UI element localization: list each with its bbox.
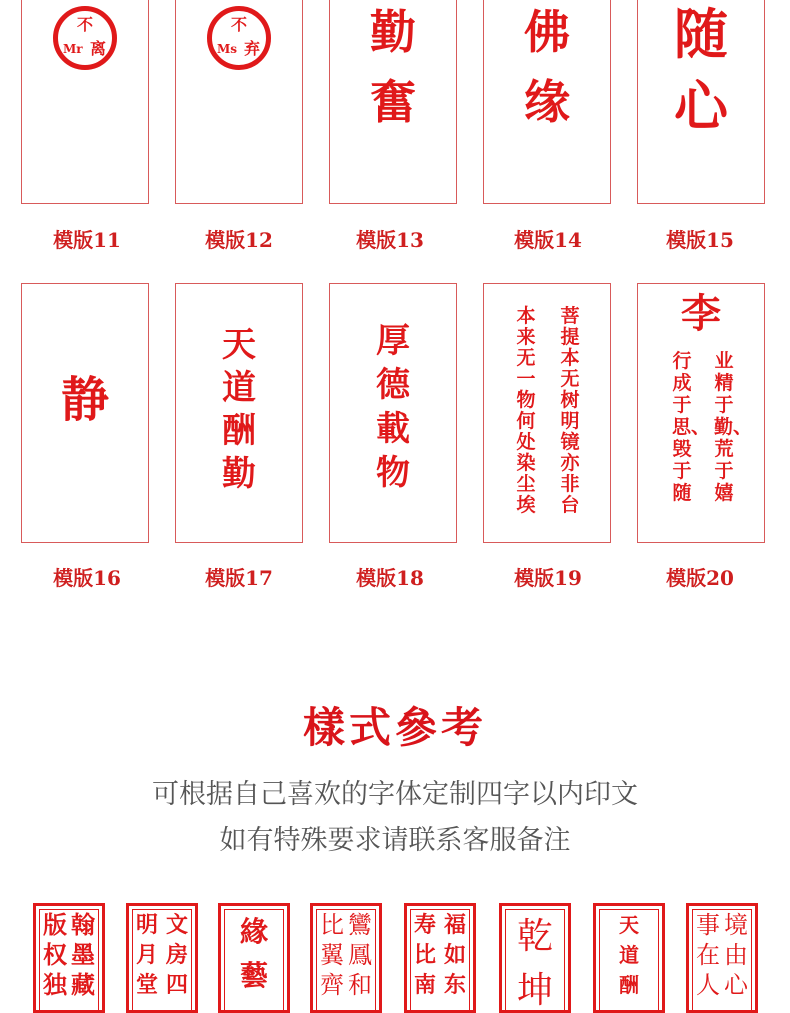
poem-column-left (670, 350, 711, 504)
seal-column: 翰墨藏 (71, 910, 95, 999)
template-card-17[interactable] (175, 283, 303, 543)
template-caption: 模版19 (514, 566, 582, 590)
section-title: 樣式參考 (302, 703, 487, 752)
poem-text: 行成于思、毁于随 (672, 350, 711, 504)
template-card-15[interactable] (637, 0, 765, 204)
template-card-18[interactable] (329, 283, 457, 543)
template-char: 載 (376, 409, 410, 449)
seal-column: 版权独 (43, 910, 67, 999)
template-card-13[interactable] (329, 0, 457, 204)
seal-column: 境由心 (724, 911, 748, 999)
section-description-line1: 可根据自己喜欢的字体定制四字以内印文 (152, 779, 638, 810)
reference-seal[interactable] (593, 903, 665, 1013)
template-char: 厚 (376, 321, 410, 361)
template-char: 随 (674, 2, 728, 66)
seal-en-text: Ms (217, 42, 238, 56)
template-char: 天 (222, 325, 256, 365)
poem-head-char: 李 (681, 290, 721, 337)
reference-seal[interactable] (218, 903, 290, 1013)
template-char: 道 (222, 368, 256, 408)
template-caption: 模版20 (666, 566, 734, 590)
seal-top-char: 不 (230, 15, 247, 34)
seal-top-char: 不 (76, 15, 93, 34)
seal-column: 緣藝 (239, 915, 268, 992)
template-caption: 模版12 (205, 228, 273, 252)
seal-en-text: Mr (63, 42, 83, 56)
reference-seal[interactable] (310, 903, 382, 1013)
seal-right-char: 离 (89, 39, 106, 58)
template-text (638, 2, 764, 138)
seal-column: 天道酬 (619, 913, 639, 997)
template-char: 物 (376, 453, 410, 493)
poem-text: 本来无一物何处染尘埃 (516, 305, 536, 516)
seal-mark (53, 6, 117, 70)
poem-text: 菩提本无树明镜亦非台 (560, 305, 580, 516)
seal-column: 乾坤 (516, 916, 553, 1011)
poem-column-right (558, 306, 582, 516)
template-caption: 模版16 (53, 566, 121, 590)
seal-column: 比翼齊 (320, 911, 344, 999)
seal-column: 福如东 (443, 912, 466, 998)
seal-column: 鸞鳳和 (348, 911, 372, 999)
reference-seal[interactable] (33, 903, 105, 1013)
template-text (484, 5, 610, 129)
template-char: 静 (60, 372, 109, 428)
template-char: 奮 (370, 75, 416, 129)
section-description-line2: 如有特殊要求请联系客服备注 (219, 825, 571, 856)
template-text (176, 325, 302, 494)
template-char: 佛 (524, 5, 570, 59)
template-card-20[interactable] (637, 283, 765, 543)
template-card-19[interactable] (483, 283, 611, 543)
poem-column-left (514, 306, 538, 516)
template-card-12[interactable] (175, 0, 303, 204)
template-char: 勤 (370, 5, 416, 59)
reference-seal[interactable] (686, 903, 758, 1013)
reference-seal[interactable] (499, 903, 571, 1013)
template-card-16[interactable] (21, 283, 149, 543)
template-caption: 模版17 (205, 566, 273, 590)
template-char: 酬 (222, 411, 256, 451)
template-card-14[interactable] (483, 0, 611, 204)
poem-text: 业精于勤、荒于嬉 (714, 350, 753, 504)
reference-seal[interactable] (404, 903, 476, 1013)
template-text (22, 372, 148, 428)
seal-right-char: 弃 (243, 39, 260, 58)
poem-column-right (712, 350, 753, 504)
template-char: 德 (376, 365, 410, 405)
seal-column: 事在人 (696, 911, 720, 999)
template-char: 勤 (222, 454, 256, 494)
template-caption: 模版18 (356, 566, 424, 590)
reference-seal[interactable] (126, 903, 198, 1013)
seal-column: 寿比南 (413, 912, 436, 998)
template-caption: 模版11 (53, 228, 121, 252)
template-char: 心 (674, 74, 728, 138)
template-char: 缘 (524, 75, 570, 129)
template-text (330, 5, 456, 129)
template-caption: 模版14 (514, 228, 582, 252)
seal-column: 明月堂 (135, 912, 158, 998)
template-card-11[interactable] (21, 0, 149, 204)
template-caption: 模版15 (666, 228, 734, 252)
seal-column: 文房四 (165, 912, 188, 998)
seal-mark (207, 6, 271, 70)
poem-head (638, 290, 764, 337)
template-text (330, 321, 456, 493)
template-caption: 模版13 (356, 228, 424, 252)
